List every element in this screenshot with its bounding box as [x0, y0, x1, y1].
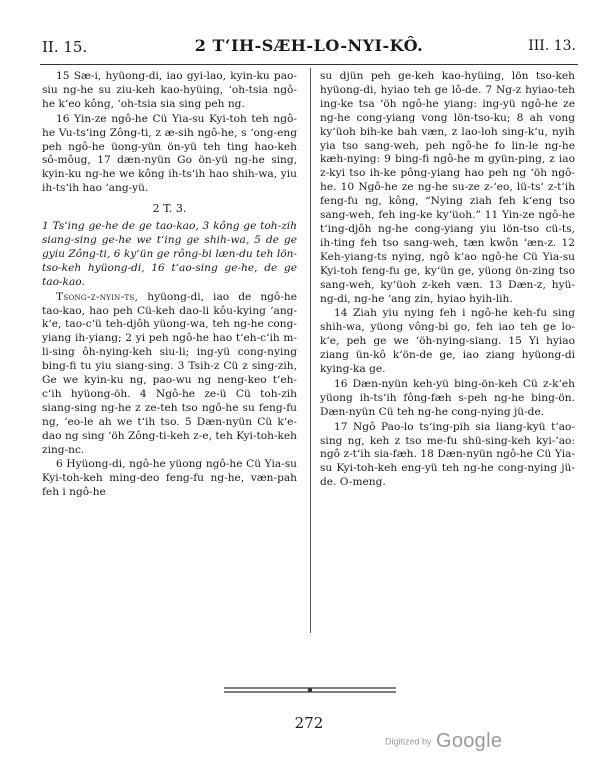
- column-divider: [310, 68, 311, 633]
- paragraph-lead: Tsong-z-nyin-ts,: [56, 290, 139, 303]
- digitized-watermark: [385, 730, 502, 753]
- paragraph-text: hyüong-di, iao de ngô-he tao-kao, hao peh Cü-keh dao-li kôu-kying ‘ang-k‘e, tao-c‘ü teh-djôh yüong-wa, teh ng-he cong-yiang ih-yiang; 2 yi peh ngô-he hao t‘eh-c‘ih m-li-sing ôh-nying-keh siu-li; ing-yü cong-nying bing-fi tu yiu siang-sing. 3 Tsih-z Cü z sing-zih, Ge we kyin-ku ng, pao-wu ng neng-keo t‘eh-c‘ih hyüong-öh. 4 Ngô-he ze-ü Cü toh-zih siang-sing ng-he z ze-teh tso ngô-he su feng-fu ng, ‘eo-le ah we t‘ih tso. 5 Dæn-nyün Cü k‘e-dao ng sing ‘öh Zông-ti-keh z-e, teh Kyi-toh-keh zing-nc.: [42, 290, 297, 456]
- paragraph: 17 Ngô Pao-lo ts‘ing-pih sia liang-kyü t‘ao-sing ng, keh z tso me-fu shü-sing-keh kyi-‘ao: ngô z-t‘ih sia-fæh. 18 Dæn-nyün ngô-he Cü Yia-su Kyi-toh-keh eng-yü teh ng-he cong-nying jü-de. O-meng.: [320, 420, 575, 489]
- paragraph: 16 Dæn-nyün keh-yü bing-ön-keh Cü z-k‘eh yüong ih-ts‘ih fông-fæh s-peh ng-he bing-ön. Dæn-nyün Cü teh ng-he cong-nying jü-de.: [320, 377, 575, 418]
- google-logo: Google: [435, 730, 503, 752]
- header-right-reference: III. 13.: [528, 38, 576, 54]
- end-ornament: [220, 685, 400, 695]
- right-column: [320, 70, 575, 491]
- paragraph: 14 Ziah yiu nying feh i ngô-he keh-fu sing shih-wa, yüong vông-bi go, feh iao teh ge lo-k‘e, peh ge we ‘öh-nying-siang. 15 Yi hyiao ziang ün-kô k‘ön-de ge, iao ziang hyüong-di kying-ka ge.: [320, 307, 575, 376]
- paragraph: 6 Hyüong-di, ngô-he yüong ngô-he Cü Yia-su Kyi-toh-keh ming-deo feng-fu ng-he, væn-pah feh i ngô-he: [42, 458, 297, 499]
- chapter-summary: 1 Ts‘ing ge-he de ge tao-kao, 3 kông ge toh-zih siang-sing ge-he we t‘ing ge shih-wa, 5 de ge gyiu Zông-ti, 6 ky‘ün ge rông-bi læn-du teh lön-tso-keh hyüong-di, 16 t‘ao-sing ge-he, de ge tao-kao.: [42, 220, 297, 288]
- page-number: 272: [294, 714, 324, 732]
- header-left-reference: II. 15.: [42, 38, 88, 56]
- header-title: 2 T‘IH-SÆH-LO-NYI-KÔ.: [194, 36, 424, 55]
- paragraph: 16 Yin-ze ngô-he Cü Yia-su Kyi-toh teh ngô-he Vu-ts‘ing Zông-ti, z æ-sih ngô-he, s ‘ong-eng peh ngô-he üong-yün ön-yü teh ting hao-keh sô-môug, 17 dæn-nyün Go ön-yü ng-he sing, kyin-ku ng-he we kông ih-ts‘ih hao shih-wa, yiu ih-ts‘ih hao ‘ang-yü.: [42, 112, 297, 195]
- header-rule: [40, 64, 578, 65]
- chapter-heading: 2 T. 3.: [152, 202, 187, 216]
- left-column: [42, 70, 297, 501]
- book-page: [40, 28, 578, 748]
- running-header: [40, 28, 578, 64]
- paragraph: su djün peh ge-keh kao-hyüing, lön tso-keh hyüong-di, hyiao teh ge lô-de. 7 Ng-z hyiao-teh ing-ke tsa ‘öh ngô-he yiang: ing-yü ngô-he ze ng-he cong-yiang vong lön-tso-ku; 8 ah vong ky‘üoh bih-ke bah væn, z lao-loh sing-k‘u, nyih yia tso sang-weh, peh ngô-he fo lin-le ng-he kæh-nying: 9 bing-fi ngô-he m gyün-ping, z iao z-kyi tso ih-ke pông-yiang hao peh ng ‘öh ngô-he. 10 Ngô-he ze ng-he su-ze z-‘eo, lü-ts‘ z-t‘ih feng-fu ng, kông, “Nying ziah feh k‘eng tso sang-weh, feh ing-ke ky‘üoh.” 11 Yin-ze ngô-he t‘ing-djôh ng-he cong-yiang yiu lön-tso cü-ts, ih-ting feh tso sang-weh, tæn kwôn ‘æn-z. 12 Keh-yiang-ts nying, ngô k‘ao ngô-he Cü Yia-su Kyi-toh feng-fu ge, ky‘ün ge, yüong ön-zing tso sang-weh, ky‘üoh z-keh væn. 13 Dæn-z, hyü-ng-di, ng-he ‘ang zin, hyiao hyih-lih.: [320, 70, 575, 305]
- paragraph: [42, 291, 297, 458]
- paragraph: 15 Sæ-i, hyüong-di, iao gyi-lao, kyin-ku pao-siu ng-he su ziu-keh kao-hyüing, ‘oh-tsia ngô-he k‘eo kông, ‘oh-tsia sia sing peh ng.: [42, 70, 297, 110]
- digitized-by-label: Digitized by: [385, 736, 432, 747]
